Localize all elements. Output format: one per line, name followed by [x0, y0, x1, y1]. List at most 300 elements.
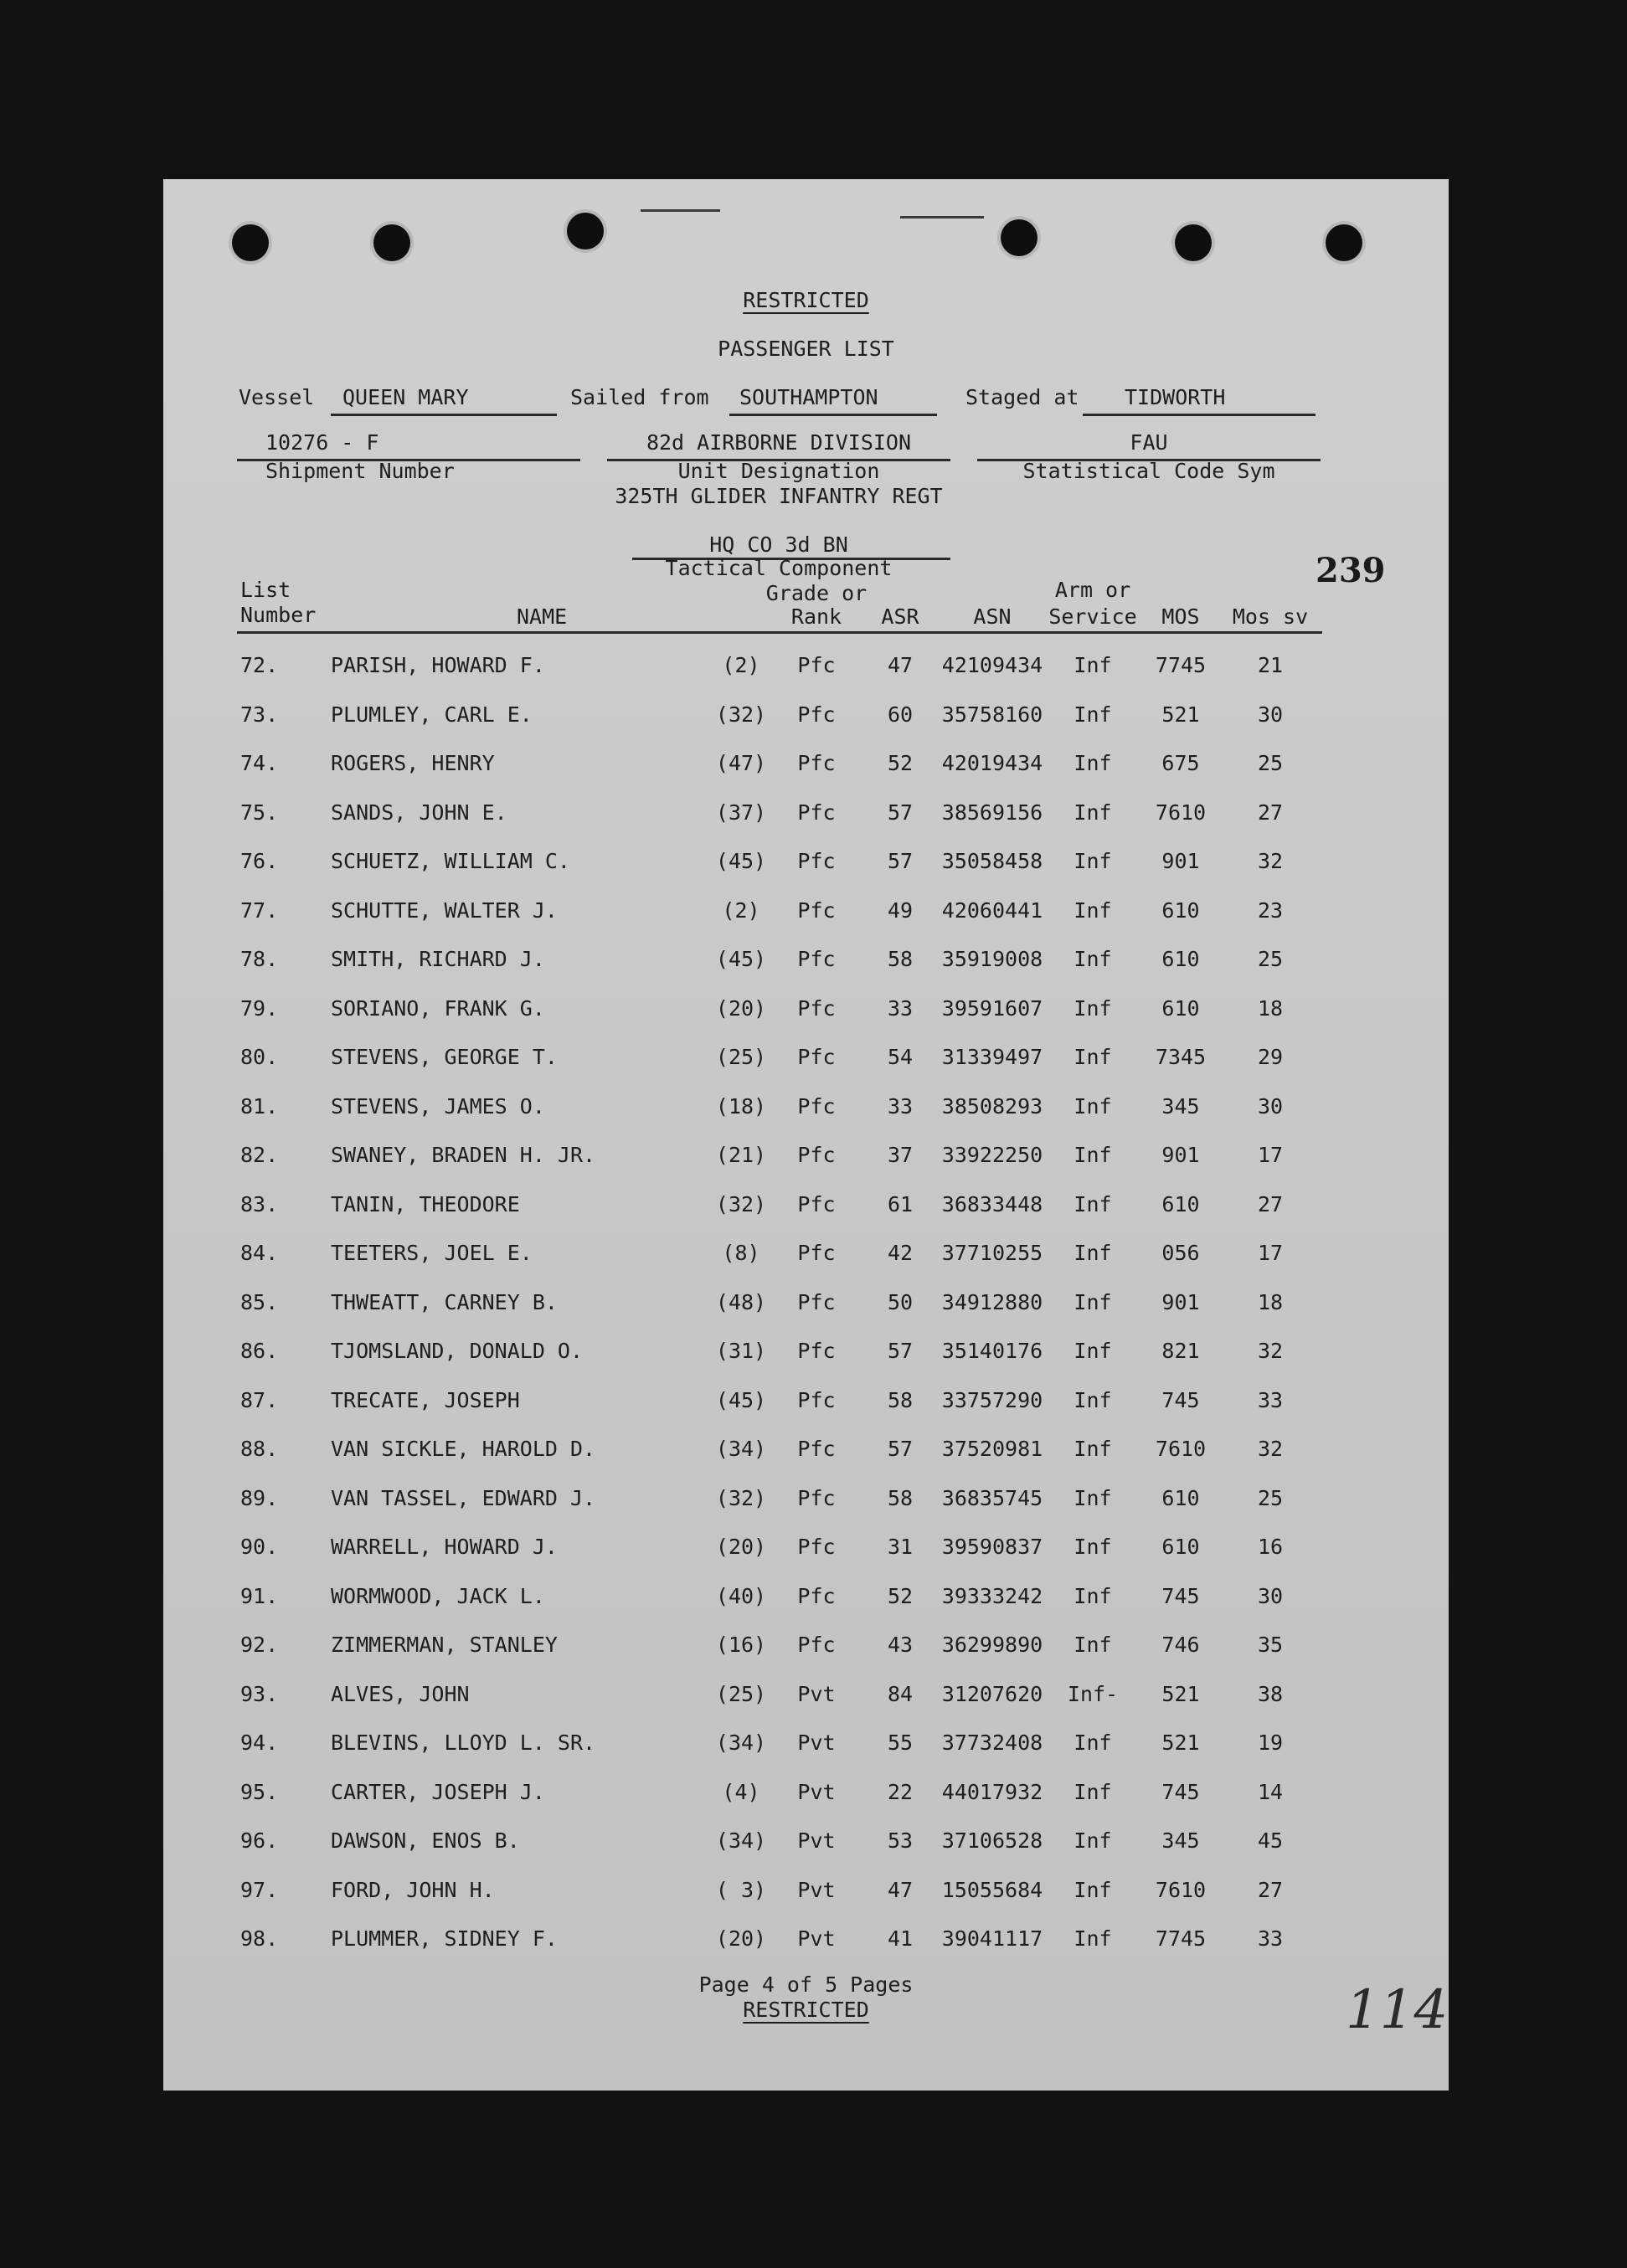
- row-mos-sv: 27: [1257, 1191, 1284, 1216]
- row-list-number: 89.: [240, 1485, 279, 1510]
- table-row: [163, 1143, 1449, 1176]
- row-list-number: 85.: [240, 1289, 279, 1314]
- row-mos-sv: 19: [1257, 1731, 1284, 1755]
- table-row: [163, 800, 1449, 834]
- row-arm: Inf: [1074, 1877, 1112, 1902]
- tactical-label: Tactical Component: [665, 556, 893, 580]
- row-mos-sv: 25: [1257, 1485, 1284, 1510]
- row-grade: Pfc: [797, 849, 836, 873]
- row-mos-sv: 17: [1257, 1143, 1284, 1167]
- row-grade: Pvt: [797, 1828, 836, 1853]
- sailed-underline: [729, 414, 937, 416]
- row-asr: 58: [887, 1387, 914, 1412]
- row-name: SCHUETZ, WILLIAM C.: [331, 849, 570, 873]
- row-list-number: 74.: [240, 751, 279, 775]
- row-arm: Inf: [1074, 1926, 1112, 1951]
- staple-mark: [900, 216, 984, 219]
- row-code: (32): [715, 702, 767, 727]
- row-arm: Inf: [1074, 1143, 1112, 1167]
- row-code: (2): [722, 653, 760, 677]
- row-name: WARRELL, HOWARD J.: [331, 1535, 558, 1559]
- row-list-number: 72.: [240, 653, 279, 677]
- row-name: BLEVINS, LLOYD L. SR.: [331, 1731, 596, 1755]
- row-mos-sv: 23: [1257, 897, 1284, 923]
- row-asn: 39041117: [941, 1926, 1043, 1951]
- row-grade: Pvt: [797, 1877, 836, 1902]
- sailed-value: SOUTHAMPTON: [739, 385, 878, 409]
- row-name: ROGERS, HENRY: [331, 751, 495, 775]
- row-asr: 58: [887, 947, 914, 971]
- row-asr: 52: [887, 751, 914, 775]
- row-name: SANDS, JOHN E.: [331, 800, 507, 825]
- row-list-number: 83.: [240, 1191, 279, 1216]
- row-asr: 54: [887, 1045, 914, 1069]
- vessel-label: Vessel: [239, 385, 315, 409]
- table-row: [163, 1094, 1449, 1128]
- row-list-number: 86.: [240, 1339, 279, 1363]
- staple-mark: [641, 209, 720, 212]
- row-asn: 37732408: [941, 1731, 1043, 1755]
- row-asr: 50: [887, 1289, 914, 1314]
- row-name: CARTER, JOSEPH J.: [331, 1779, 545, 1804]
- row-asn: 38508293: [941, 1093, 1043, 1119]
- row-mos: 675: [1161, 751, 1200, 775]
- row-grade: Pfc: [797, 897, 836, 923]
- col-asr: ASR: [881, 604, 919, 629]
- row-name: ALVES, JOHN: [331, 1681, 470, 1706]
- row-mos: 610: [1161, 1191, 1200, 1216]
- stat-label: Statistical Code Sym: [1022, 459, 1275, 483]
- classification-top: RESTRICTED: [743, 288, 869, 312]
- row-list-number: 88.: [240, 1437, 279, 1461]
- row-grade: Pfc: [797, 1339, 836, 1363]
- row-list-number: 79.: [240, 995, 279, 1021]
- row-asr: 57: [887, 1339, 914, 1363]
- row-asn: 42109434: [941, 653, 1043, 677]
- row-name: TRECATE, JOSEPH: [331, 1387, 520, 1412]
- row-mos: 7610: [1155, 1877, 1207, 1902]
- staged-underline: [1083, 414, 1316, 416]
- row-code: (32): [715, 1191, 767, 1216]
- row-arm: Inf: [1074, 1191, 1112, 1216]
- shipment-label: Shipment Number: [265, 459, 455, 483]
- row-name: PARISH, HOWARD F.: [331, 653, 545, 677]
- vessel-value: QUEEN MARY: [342, 385, 469, 409]
- row-name: SORIANO, FRANK G.: [331, 995, 545, 1021]
- punch-hole: [1326, 224, 1362, 261]
- row-list-number: 96.: [240, 1828, 279, 1853]
- row-mos-sv: 32: [1257, 1437, 1284, 1461]
- vessel-underline: [331, 414, 557, 416]
- row-mos-sv: 30: [1257, 702, 1284, 727]
- row-list-number: 73.: [240, 702, 279, 727]
- row-asr: 58: [887, 1485, 914, 1510]
- row-mos: 610: [1161, 1485, 1200, 1510]
- row-mos: 345: [1161, 1093, 1200, 1119]
- punch-hole: [567, 213, 604, 249]
- row-code: (16): [715, 1633, 767, 1657]
- row-asn: 36833448: [941, 1191, 1043, 1216]
- row-asn: 36835745: [941, 1485, 1043, 1510]
- row-arm: Inf: [1074, 1779, 1112, 1804]
- document-title: PASSENGER LIST: [718, 337, 894, 361]
- row-grade: Pfc: [797, 1241, 836, 1265]
- row-asr: 47: [887, 1877, 914, 1902]
- col-mos: MOS: [1161, 604, 1200, 629]
- row-mos: 7345: [1155, 1045, 1207, 1069]
- row-grade: Pfc: [797, 1191, 836, 1216]
- row-asr: 57: [887, 1437, 914, 1461]
- row-arm: Inf: [1074, 1828, 1112, 1853]
- row-grade: Pfc: [797, 1437, 836, 1461]
- row-code: (21): [715, 1143, 767, 1167]
- table-row: [163, 1780, 1449, 1813]
- row-asn: 39591607: [941, 995, 1043, 1021]
- row-arm: Inf: [1074, 995, 1112, 1021]
- row-code: (45): [715, 947, 767, 971]
- row-mos-sv: 45: [1257, 1828, 1284, 1853]
- row-arm: Inf: [1074, 751, 1112, 775]
- row-list-number: 97.: [240, 1877, 279, 1902]
- row-mos-sv: 29: [1257, 1045, 1284, 1069]
- col-arm-2: Service: [1048, 604, 1137, 629]
- row-name: PLUMLEY, CARL E.: [331, 702, 533, 727]
- row-code: (25): [715, 1045, 767, 1069]
- table-row: [163, 1045, 1449, 1078]
- row-asr: 49: [887, 897, 914, 923]
- row-grade: Pfc: [797, 653, 836, 677]
- row-mos-sv: 16: [1257, 1535, 1284, 1559]
- row-mos-sv: 32: [1257, 1339, 1284, 1363]
- table-row: [163, 1731, 1449, 1764]
- row-asn: 33922250: [941, 1143, 1043, 1167]
- row-arm: Inf: [1074, 702, 1112, 727]
- row-grade: Pvt: [797, 1731, 836, 1755]
- stat-code: FAU: [1130, 430, 1168, 455]
- row-name: SMITH, RICHARD J.: [331, 947, 545, 971]
- table-row: [163, 1192, 1449, 1226]
- row-grade: Pfc: [797, 995, 836, 1021]
- row-mos: 901: [1161, 849, 1200, 873]
- row-arm: Inf: [1074, 1339, 1112, 1363]
- row-mos: 901: [1161, 1143, 1200, 1167]
- row-asr: 84: [887, 1681, 914, 1706]
- row-list-number: 78.: [240, 947, 279, 971]
- table-row: [163, 1241, 1449, 1274]
- row-asr: 57: [887, 800, 914, 825]
- table-row: [163, 1926, 1449, 1960]
- row-name: FORD, JOHN H.: [331, 1877, 495, 1902]
- row-code: (25): [715, 1681, 767, 1706]
- table-row: [163, 653, 1449, 687]
- col-list-1: List: [240, 578, 291, 602]
- row-asr: 31: [887, 1535, 914, 1559]
- row-asr: 41: [887, 1926, 914, 1951]
- row-list-number: 80.: [240, 1045, 279, 1069]
- row-code: (31): [715, 1339, 767, 1363]
- row-asn: 36299890: [941, 1633, 1043, 1657]
- row-list-number: 90.: [240, 1535, 279, 1559]
- table-row: [163, 702, 1449, 736]
- row-mos: 521: [1161, 1731, 1200, 1755]
- table-row: [163, 1486, 1449, 1520]
- row-asn: 38569156: [941, 800, 1043, 825]
- row-mos: 345: [1161, 1828, 1200, 1853]
- row-name: VAN SICKLE, HAROLD D.: [331, 1437, 596, 1461]
- row-asr: 55: [887, 1731, 914, 1755]
- row-asn: 31339497: [941, 1045, 1043, 1069]
- row-arm: Inf: [1074, 1241, 1112, 1265]
- row-arm: Inf: [1074, 897, 1112, 923]
- row-arm: Inf: [1074, 849, 1112, 873]
- row-asr: 42: [887, 1241, 914, 1265]
- row-mos: 901: [1161, 1289, 1200, 1314]
- row-code: (40): [715, 1583, 767, 1608]
- row-code: ( 3): [715, 1877, 767, 1902]
- row-mos: 610: [1161, 897, 1200, 923]
- table-row: [163, 898, 1449, 932]
- row-mos-sv: 27: [1257, 1877, 1284, 1902]
- row-grade: Pfc: [797, 751, 836, 775]
- row-code: (34): [715, 1437, 767, 1461]
- row-mos-sv: 35: [1257, 1633, 1284, 1657]
- table-row: [163, 1878, 1449, 1911]
- row-name: VAN TASSEL, EDWARD J.: [331, 1485, 596, 1510]
- row-mos-sv: 38: [1257, 1681, 1284, 1706]
- unit-designation: 82d AIRBORNE DIVISION: [646, 430, 912, 455]
- row-grade: Pfc: [797, 1535, 836, 1559]
- row-asn: 42019434: [941, 751, 1043, 775]
- row-asr: 22: [887, 1779, 914, 1804]
- row-mos: 745: [1161, 1779, 1200, 1804]
- row-name: STEVENS, JAMES O.: [331, 1093, 545, 1119]
- row-name: SWANEY, BRADEN H. JR.: [331, 1143, 596, 1167]
- row-asr: 33: [887, 995, 914, 1021]
- row-list-number: 92.: [240, 1633, 279, 1657]
- punch-hole: [1001, 219, 1037, 256]
- row-code: (18): [715, 1093, 767, 1119]
- row-code: (2): [722, 897, 760, 923]
- row-mos: 056: [1161, 1241, 1200, 1265]
- row-asn: 37710255: [941, 1241, 1043, 1265]
- punch-hole: [373, 224, 410, 261]
- row-name: PLUMMER, SIDNEY F.: [331, 1926, 558, 1951]
- row-code: (47): [715, 751, 767, 775]
- row-asn: 44017932: [941, 1779, 1043, 1804]
- row-arm: Inf: [1074, 1387, 1112, 1412]
- table-row: [163, 1437, 1449, 1470]
- row-name: WORMWOOD, JACK L.: [331, 1583, 545, 1608]
- table-row: [163, 1682, 1449, 1715]
- row-mos-sv: 33: [1257, 1387, 1284, 1412]
- row-code: (34): [715, 1731, 767, 1755]
- row-list-number: 87.: [240, 1387, 279, 1412]
- table-row: [163, 1339, 1449, 1372]
- col-name: NAME: [517, 604, 568, 629]
- row-asr: 52: [887, 1583, 914, 1608]
- row-code: (8): [722, 1241, 760, 1265]
- row-arm: Inf: [1074, 1045, 1112, 1069]
- row-mos: 521: [1161, 1681, 1200, 1706]
- row-list-number: 75.: [240, 800, 279, 825]
- row-grade: Pfc: [797, 1289, 836, 1314]
- row-name: TEETERS, JOEL E.: [331, 1241, 533, 1265]
- row-mos-sv: 30: [1257, 1093, 1284, 1119]
- row-list-number: 77.: [240, 897, 279, 923]
- staged-label: Staged at: [965, 385, 1079, 409]
- table-row: [163, 1828, 1449, 1862]
- row-arm: Inf: [1074, 1485, 1112, 1510]
- row-asn: 39590837: [941, 1535, 1043, 1559]
- row-list-number: 95.: [240, 1779, 279, 1804]
- row-asn: 31207620: [941, 1681, 1043, 1706]
- row-mos: 821: [1161, 1339, 1200, 1363]
- row-asn: 35758160: [941, 702, 1043, 727]
- row-mos-sv: 18: [1257, 995, 1284, 1021]
- row-asn: 15055684: [941, 1877, 1043, 1902]
- row-mos-sv: 25: [1257, 947, 1284, 971]
- row-code: (45): [715, 1387, 767, 1412]
- row-mos: 7745: [1155, 653, 1207, 677]
- row-grade: Pvt: [797, 1681, 836, 1706]
- row-grade: Pfc: [797, 947, 836, 971]
- row-arm: Inf-: [1067, 1681, 1119, 1706]
- row-asn: 37520981: [941, 1437, 1043, 1461]
- row-mos-sv: 25: [1257, 751, 1284, 775]
- row-asr: 33: [887, 1093, 914, 1119]
- row-name: DAWSON, ENOS B.: [331, 1828, 520, 1853]
- row-name: SCHUTTE, WALTER J.: [331, 897, 558, 923]
- table-row: [163, 1584, 1449, 1617]
- row-grade: Pfc: [797, 1045, 836, 1069]
- page-indicator: Page 4 of 5 Pages: [698, 1972, 914, 1997]
- row-asn: 35140176: [941, 1339, 1043, 1363]
- row-arm: Inf: [1074, 1731, 1112, 1755]
- row-list-number: 76.: [240, 849, 279, 873]
- table-row: [163, 996, 1449, 1030]
- row-asr: 37: [887, 1143, 914, 1167]
- header-rule: [237, 631, 1322, 634]
- row-code: (32): [715, 1485, 767, 1510]
- row-asn: 39333242: [941, 1583, 1043, 1608]
- row-name: ZIMMERMAN, STANLEY: [331, 1633, 558, 1657]
- table-row: [163, 1388, 1449, 1422]
- row-asn: 34912880: [941, 1289, 1043, 1314]
- row-grade: Pfc: [797, 1143, 836, 1167]
- row-mos: 746: [1161, 1633, 1200, 1657]
- row-grade: Pfc: [797, 800, 836, 825]
- row-code: (34): [715, 1828, 767, 1853]
- col-list-2: Number: [240, 603, 317, 627]
- row-list-number: 84.: [240, 1241, 279, 1265]
- sailed-label: Sailed from: [570, 385, 709, 409]
- table-row: [163, 1633, 1449, 1666]
- row-grade: Pfc: [797, 1387, 836, 1412]
- row-arm: Inf: [1074, 800, 1112, 825]
- row-mos: 7610: [1155, 1437, 1207, 1461]
- row-code: (20): [715, 995, 767, 1021]
- row-name: TANIN, THEODORE: [331, 1191, 520, 1216]
- row-mos: 610: [1161, 947, 1200, 971]
- regiment: 325TH GLIDER INFANTRY REGT: [615, 484, 943, 508]
- row-asr: 47: [887, 653, 914, 677]
- sub-unit: HQ CO 3d BN: [709, 532, 848, 557]
- row-grade: Pfc: [797, 1485, 836, 1510]
- row-asn: 37106528: [941, 1828, 1043, 1853]
- row-mos: 745: [1161, 1583, 1200, 1608]
- row-code: (20): [715, 1926, 767, 1951]
- row-mos: 521: [1161, 702, 1200, 727]
- row-grade: Pfc: [797, 1633, 836, 1657]
- row-asn: 33757290: [941, 1387, 1043, 1412]
- row-name: STEVENS, GEORGE T.: [331, 1045, 558, 1069]
- row-code: (4): [722, 1779, 760, 1804]
- row-arm: Inf: [1074, 1583, 1112, 1608]
- row-grade: Pfc: [797, 702, 836, 727]
- row-arm: Inf: [1074, 947, 1112, 971]
- row-mos-sv: 17: [1257, 1241, 1284, 1265]
- row-code: (45): [715, 849, 767, 873]
- row-arm: Inf: [1074, 653, 1112, 677]
- row-arm: Inf: [1074, 1289, 1112, 1314]
- row-arm: Inf: [1074, 1633, 1112, 1657]
- row-mos-sv: 30: [1257, 1583, 1284, 1608]
- row-asr: 60: [887, 702, 914, 727]
- row-mos: 610: [1161, 1535, 1200, 1559]
- row-arm: Inf: [1074, 1093, 1112, 1119]
- row-code: (37): [715, 800, 767, 825]
- sheet-number: 239: [1316, 551, 1386, 590]
- row-asr: 57: [887, 849, 914, 873]
- row-asn: 42060441: [941, 897, 1043, 923]
- col-grade-1: Grade or: [765, 581, 868, 605]
- row-list-number: 93.: [240, 1681, 279, 1706]
- row-asr: 53: [887, 1828, 914, 1853]
- unit-label: Unit Designation: [677, 459, 880, 483]
- document-sheet: [163, 179, 1449, 2091]
- staged-value: TIDWORTH: [1125, 385, 1226, 409]
- table-row: [163, 1290, 1449, 1324]
- row-asr: 61: [887, 1191, 914, 1216]
- row-asr: 43: [887, 1633, 914, 1657]
- col-mos-sv: Mos sv: [1232, 604, 1309, 629]
- row-mos: 7745: [1155, 1926, 1207, 1951]
- table-row: [163, 1535, 1449, 1568]
- row-list-number: 82.: [240, 1143, 279, 1167]
- row-list-number: 98.: [240, 1926, 279, 1951]
- row-mos-sv: 18: [1257, 1289, 1284, 1314]
- table-row: [163, 751, 1449, 784]
- row-list-number: 91.: [240, 1583, 279, 1608]
- col-grade-2: Rank: [790, 604, 842, 629]
- table-row: [163, 947, 1449, 980]
- row-arm: Inf: [1074, 1535, 1112, 1559]
- row-list-number: 81.: [240, 1093, 279, 1119]
- row-mos: 7610: [1155, 800, 1207, 825]
- classification-bottom: RESTRICTED: [743, 1998, 869, 2022]
- col-arm-1: Arm or: [1054, 578, 1131, 602]
- row-grade: Pvt: [797, 1779, 836, 1804]
- row-mos: 610: [1161, 995, 1200, 1021]
- row-arm: Inf: [1074, 1437, 1112, 1461]
- row-grade: Pvt: [797, 1926, 836, 1951]
- table-row: [163, 849, 1449, 882]
- row-asn: 35919008: [941, 947, 1043, 971]
- handwritten-page-number: 114: [1346, 1979, 1449, 2041]
- row-asn: 35058458: [941, 849, 1043, 873]
- row-name: TJOMSLAND, DONALD O.: [331, 1339, 584, 1363]
- punch-hole: [232, 224, 269, 261]
